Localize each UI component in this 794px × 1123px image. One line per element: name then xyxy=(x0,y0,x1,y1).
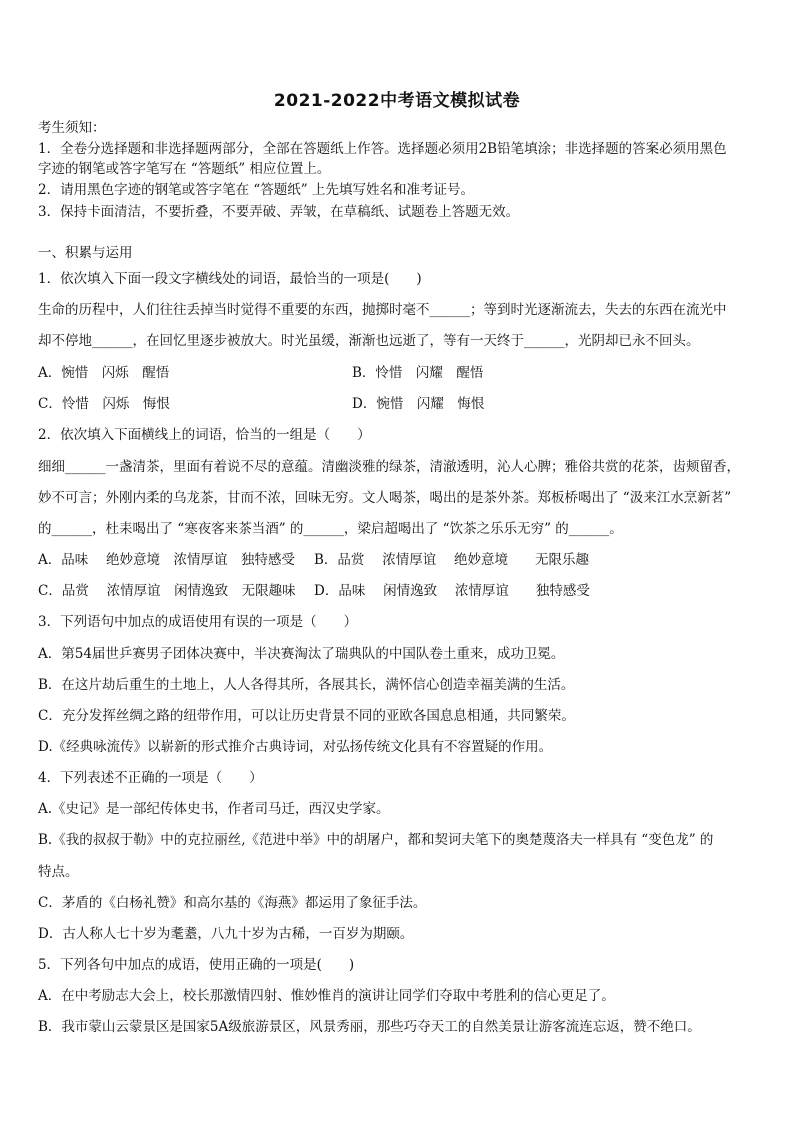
option-a[interactable]: A.《史记》是一部纪传体史书，作者司马迁，西汉史学家。 xyxy=(38,801,390,817)
option-b[interactable]: B．在这片劫后重生的土地上，人人各得其所，各展其长，满怀信心创造幸福美满的生活。 xyxy=(38,677,575,693)
exam-title: 2021-2022中考语文模拟试卷 xyxy=(273,91,521,111)
option-d[interactable]: D．惋惜 闪耀 悔恨 xyxy=(352,396,485,412)
option-b-continued: 特点。 xyxy=(38,864,79,880)
option-c[interactable]: C．品赏 浓情厚谊 闲情逸致 无限趣味 xyxy=(38,583,296,599)
notice-item: 字迹的钢笔或答字笔写在 “答题纸” 相应位置上。 xyxy=(38,161,331,177)
question-2-stem: 2．依次填入下面横线上的词语，恰当的一组是（ ） xyxy=(38,427,371,443)
question-2-options-row xyxy=(38,582,760,600)
option-a[interactable]: A．品味 绝妙意境 浓情厚谊 独特感受 xyxy=(38,552,296,568)
question-4-stem: 4．下列表述不正确的一项是（ ） xyxy=(38,770,263,786)
question-1-passage: 生命的历程中，人们往往丢掉当时觉得不重要的东西，抛掷时毫不______；等到时光逐渐流去，失去的东西在流光中 xyxy=(38,302,727,318)
question-3-stem: 3．下列语句中加点的成语使用有误的一项是（ ） xyxy=(38,614,358,630)
notice-item: 2．请用黑色字迹的钢笔或答字笔在 “答题纸” 上先填写姓名和准考证号。 xyxy=(38,182,474,198)
notice-heading: 考生须知： xyxy=(38,120,106,136)
option-b[interactable]: B．品赏 浓情厚谊 绝妙意境 无限乐趣 xyxy=(314,552,590,568)
option-a[interactable]: A．惋惜 闪烁 醒悟 xyxy=(38,365,170,381)
option-b[interactable]: B．我市蒙山云蒙景区是国家5A级旅游景区，风景秀丽，那些巧夺天工的自然美景让游客流连忘返，赞不绝口。 xyxy=(38,1019,701,1035)
option-a[interactable]: A．在中考励志大会上，校长那激情四射、惟妙惟肖的演讲让同学们夺取中考胜利的信心更足了。 xyxy=(38,988,615,1004)
question-5-stem: 5．下列各句中加点的成语，使用正确的一项是( ) xyxy=(38,957,355,973)
question-1-options-row xyxy=(38,364,760,382)
question-2-passage: 妙不可言；外刚内柔的乌龙茶，甘而不浓，回味无穷。文人喝茶，喝出的是茶外茶。郑板桥喝出了 “汲来江水烹新茗” xyxy=(38,490,732,506)
question-2-options-row xyxy=(38,551,760,569)
option-a[interactable]: A．第54届世乒赛男子团体决赛中，半决赛淘汰了瑞典队的中国队卷土重来，成功卫冕。 xyxy=(38,646,565,662)
notice-item: 1．全卷分选择题和非选择题两部分，全部在答题纸上作答。选择题必须用2B铅笔填涂；非选择题的答案必须用黑色 xyxy=(38,141,727,157)
question-1-stem: 1．依次填入下面一段文字横线处的词语，最恰当的一项是( ) xyxy=(38,271,422,287)
option-b[interactable]: B.《我的叔叔于勒》中的克拉丽丝,《范进中举》中的胡屠户，都和契诃夫笔下的奥楚蔑洛夫一样具有 “变色龙” 的 xyxy=(38,832,714,848)
option-c[interactable]: C．充分发挥丝绸之路的纽带作用，可以让历史背景不同的亚欧各国息息相通，共同繁荣。 xyxy=(38,708,575,724)
section-heading: 一、积累与运用 xyxy=(38,245,133,261)
question-2-passage: 的______，杜耒喝出了 “寒夜客来茶当酒” 的______，梁启超喝出了 “饮茶之乐乐无穷” 的______。 xyxy=(38,521,623,537)
option-c[interactable]: C．茅盾的《白杨礼赞》和高尔基的《海燕》都运用了象征手法。 xyxy=(38,895,427,911)
question-1-options-row xyxy=(38,395,760,413)
option-d[interactable]: D.《经典咏流传》以崭新的形式推介古典诗词，对弘扬传统文化具有不容置疑的作用。 xyxy=(38,739,553,755)
option-d[interactable]: D．古人称人七十岁为耄耋，八九十岁为古稀，一百岁为期颐。 xyxy=(38,926,414,942)
notice-item: 3．保持卡面清洁，不要折叠，不要弄破、弄皱，在草稿纸、试题卷上答题无效。 xyxy=(38,204,520,220)
question-2-passage: 细细______一盏清茶，里面有着说不尽的意蕴。清幽淡雅的绿茶，清澈透明，沁人心脾；雅俗共赏的花茶，齿颊留香， xyxy=(38,459,740,475)
option-d[interactable]: D．品味 闲情逸致 浓情厚谊 独特感受 xyxy=(314,583,590,599)
option-c[interactable]: C．怜惜 闪烁 悔恨 xyxy=(38,396,170,412)
question-1-passage: 却不停地______，在回忆里逐步被放大。时光虽缓，渐渐也远逝了，等有一天终于______，光阴却已永不回头。 xyxy=(38,333,700,349)
option-b[interactable]: B．怜惜 闪耀 醒悟 xyxy=(352,365,484,381)
